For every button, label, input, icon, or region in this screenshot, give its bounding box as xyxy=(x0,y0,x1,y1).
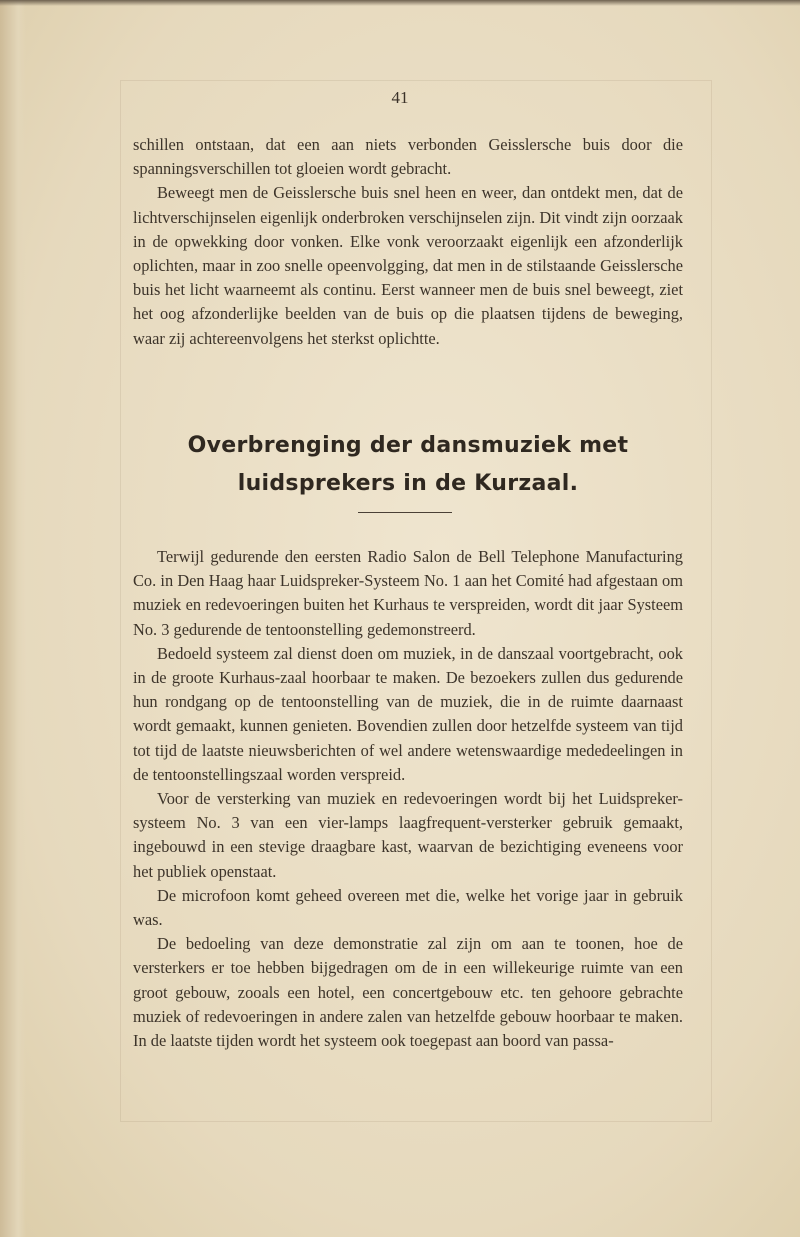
paragraph: Bedoeld systeem zal dienst doen om muziek, in de danszaal voortgebracht, ook in de groote Kurhaus-zaal hoorbaar te maken. De bezoekers zullen dus gedurende hun rondgang op de tentoonstelling van de muziek, die in de ruimte daarnaast wordt gemaakt, kunnen genieten. Bovendien zullen door hetzelfde systeem van tijd tot tijd de laatste nieuwsberichten of wel andere wetenswaardige mededeelingen in de tentoonstellingszaal worden verspreid. xyxy=(133,643,683,784)
paragraph: Voor de versterking van muziek en redevoeringen wordt bij het Luidspreker-systeem No. 3 van een vier-lamps laagfrequent-versterker gebruik gemaakt, ingebouwd in een stevige draagbare kast, waarvan de bezichtiging eveneens voor het publiek openstaat. xyxy=(133,789,683,881)
paragraph: Beweegt men de Geisslersche buis snel heen en weer, dan ontdekt men, dat de lichtverschijnselen eigenlijk onderbroken verschijnselen zijn. Dit vindt zijn oorzaak in de opwekking door vonken. Elke vonk veroorzaakt eigenlijk een afzonderlijk oplichten, maar in zoo snelle opeenvolgging, dat men in de stilstaande Geisslersche buis het licht waarneemt als continu. Eerst wanneer men de buis snel beweegt, ziet het oog afzonderlijke beelden van de buis op die plaatsen tijdens de beweging, waar zij achtereenvolgens het sterkst oplichtte. xyxy=(133,183,683,348)
paragraph: schillen ontstaan, dat een aan niets verbonden Geisslersche buis door die spanningsverschillen tot gloeien wordt gebracht. xyxy=(133,135,683,179)
paragraph: De bedoeling van deze demonstratie zal zijn om aan te toonen, hoe de versterkers er toe hebben bijgedragen om de in een willekeurige ruimte van een groot gebouw, zooals een hotel, een concertgebouw etc. ten gehoore gebrachte muziek of redevoeringen in andere zalen van hetzelfde gebouw hoorbaar te maken. In de laatste tijden wordt het systeem ook toegepast aan boord van passa- xyxy=(133,934,683,1051)
page-number: 41 xyxy=(391,88,409,107)
heading-line-1: Overbrenging der dansmuziek met xyxy=(187,433,629,458)
page-spine-shadow xyxy=(0,0,26,1237)
heading-line-2: luidsprekers in de Kurzaal. xyxy=(237,471,579,496)
text-section-top xyxy=(133,133,683,351)
text-section-bottom xyxy=(133,545,683,1053)
paragraph: Terwijl gedurende den eersten Radio Salon de Bell Telephone Manufacturing Co. in Den Haag haar Luidspreker-Systeem No. 1 aan het Comité had afgestaan om muziek en redevoeringen buiten het Kurhaus te verspreiden, wordt dit jaar Systeem No. 3 gedurende de tentoonstelling gedemonstreerd. xyxy=(133,547,683,639)
page-top-edge xyxy=(0,0,800,6)
section-heading xyxy=(133,427,683,503)
heading-divider xyxy=(358,512,452,513)
paragraph: De microfoon komt geheed overeen met die, welke het vorige jaar in gebruik was. xyxy=(133,885,683,930)
